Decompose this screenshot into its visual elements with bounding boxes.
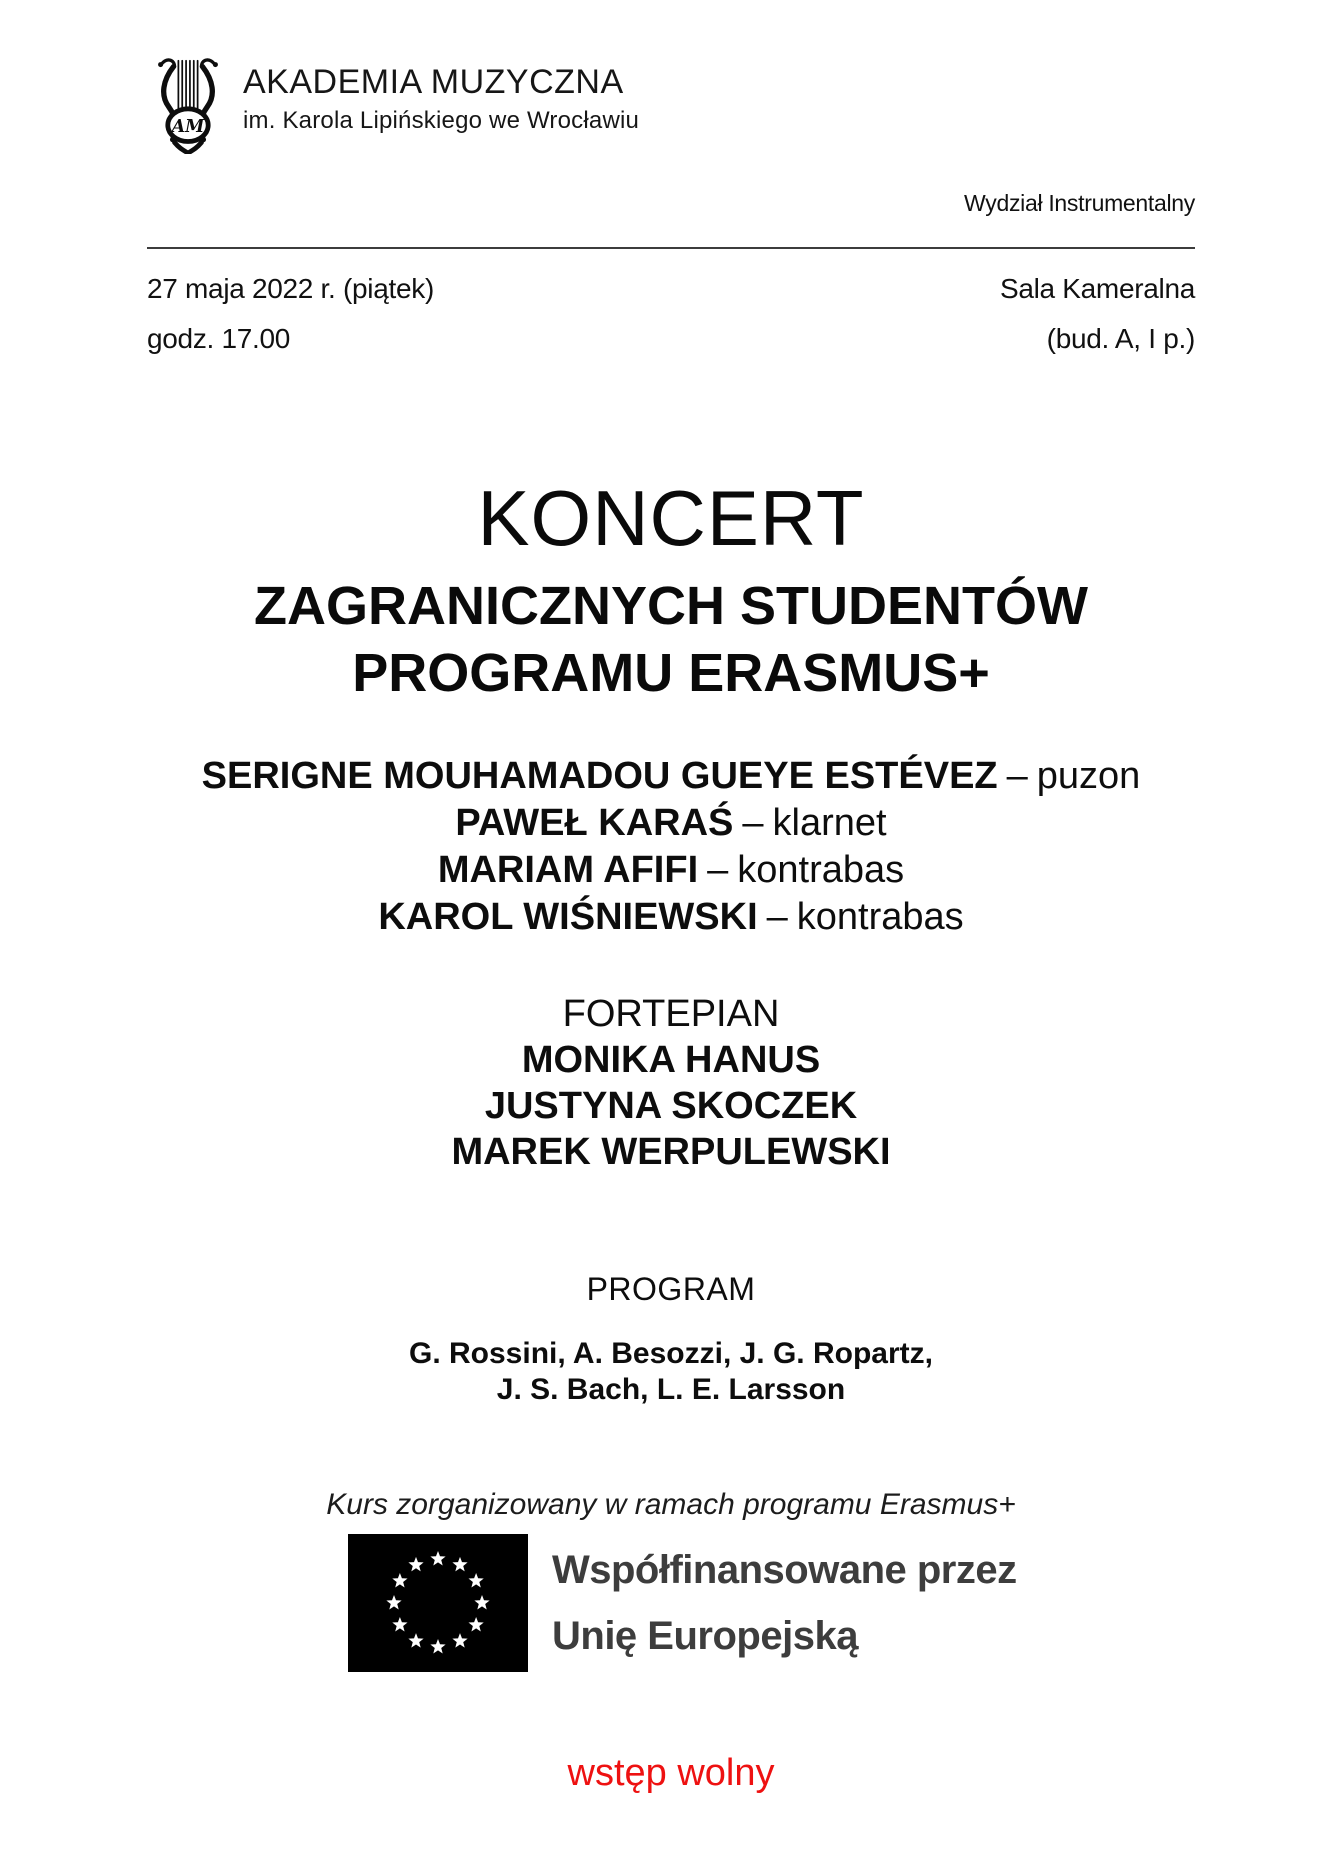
eu-funding-line2: Unię Europejską: [552, 1613, 858, 1658]
dash-separator: –: [742, 801, 764, 844]
eu-funding-text: [552, 1537, 1017, 1669]
performer-line: [147, 894, 1195, 941]
poster-title-line3: PROGRAMU ERASMUS+: [352, 642, 990, 703]
academy-name: AKADEMIA MUZYCZNA: [243, 63, 624, 101]
program-composers: [147, 1336, 1195, 1408]
header-divider: [147, 247, 1195, 249]
performer-name: KAROL WIŚNIEWSKI: [378, 895, 758, 938]
academy-text-block: [243, 54, 639, 135]
dash-separator: –: [1006, 754, 1028, 797]
department-name: Wydział Instrumentalny: [964, 190, 1195, 216]
date-venue-row: [147, 273, 1195, 305]
eu-flag-icon: [348, 1534, 528, 1672]
venue-detail: (bud. A, I p.): [1046, 323, 1195, 354]
course-note: Kurs zorganizowany w ramach programu Erasmus+: [326, 1487, 1016, 1521]
admission-note: wstęp wolny: [567, 1751, 775, 1794]
eu-funding-line1: Współfinansowane przez: [552, 1547, 1017, 1592]
event-venue: Sala Kameralna: [999, 273, 1195, 304]
academy-subtitle: im. Karola Lipińskiego we Wrocławiu: [243, 107, 640, 135]
performer-line: [147, 847, 1195, 894]
performer-name: SERIGNE MOUHAMADOU GUEYE ESTÉVEZ: [201, 754, 998, 797]
pianist-name: MAREK WERPULEWSKI: [451, 1130, 891, 1173]
pianist-name: JUSTYNA SKOCZEK: [484, 1084, 858, 1127]
poster-title-line1: KONCERT: [477, 474, 865, 562]
logo-monogram: AM: [171, 116, 205, 137]
dash-separator: –: [766, 895, 788, 938]
performer-instrument: puzon: [1036, 754, 1141, 797]
performer-line: [147, 753, 1195, 800]
composers-line2: J. S. Bach, L. E. Larsson: [496, 1372, 846, 1406]
poster-title-line2: ZAGRANICZNYCH STUDENTÓW: [254, 576, 1088, 636]
performers-list: [147, 753, 1195, 941]
performer-name: PAWEŁ KARAŚ: [455, 801, 734, 844]
event-date: 27 maja 2022 r. (piątek): [147, 273, 434, 304]
time-building-row: [147, 323, 1195, 355]
pianist-name: MONIKA HANUS: [521, 1038, 821, 1081]
piano-section: [147, 991, 1195, 1175]
composers-line1: G. Rossini, A. Besozzi, J. G. Ropartz,: [409, 1336, 933, 1370]
dash-separator: –: [707, 848, 729, 891]
performer-instrument: klarnet: [772, 801, 887, 844]
performer-instrument: kontrabas: [796, 895, 964, 938]
eu-funding-block: [348, 1534, 1195, 1672]
performer-line: [147, 800, 1195, 847]
performer-name: MARIAM AFIFI: [437, 848, 699, 891]
event-time: godz. 17.00: [147, 323, 291, 354]
program-heading: PROGRAM: [586, 1270, 756, 1307]
lyre-logo-icon: [153, 54, 223, 154]
performer-instrument: kontrabas: [737, 848, 905, 891]
piano-heading: FORTEPIAN: [562, 992, 780, 1035]
poster-title-sub: [147, 573, 1195, 707]
header: [153, 0, 1195, 154]
